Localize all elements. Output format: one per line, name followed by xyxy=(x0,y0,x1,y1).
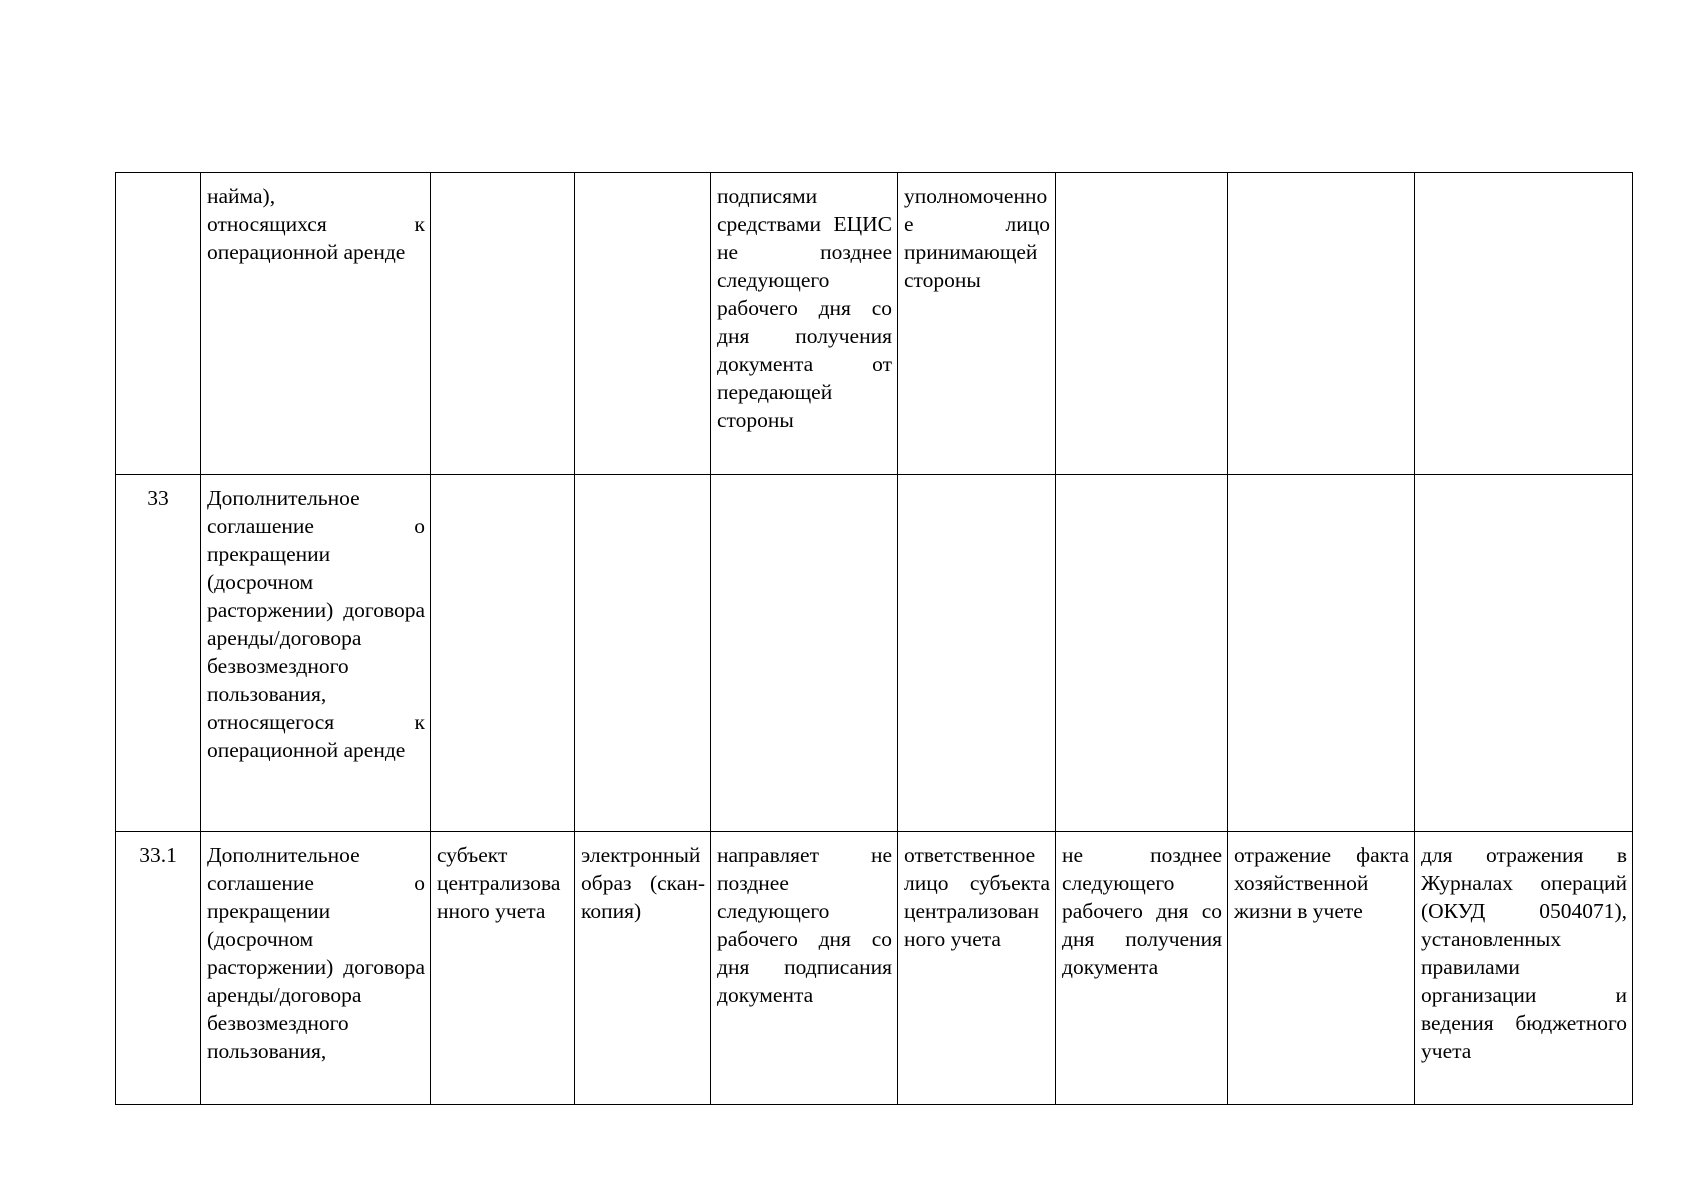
processing-deadline-cell: не позднее следующего рабочего дня со дня получения документа xyxy=(1056,832,1228,1105)
row-number-cell: 33 xyxy=(116,475,201,832)
transfer-terms-cell: подписями средствами ЕЦИС не позднее следующего рабочего дня со дня получения документа от передающей стороны xyxy=(711,173,898,475)
row-number-cell: 33.1 xyxy=(116,832,201,1105)
responsible-person-cell: ответственное лицо субъекта централизованного учета xyxy=(898,832,1056,1105)
purpose-cell xyxy=(1228,475,1415,832)
originator-cell: субъект централизованного учета xyxy=(431,832,575,1105)
table-row xyxy=(116,173,1633,475)
register-cell: для отражения в Журналах операций (ОКУД 0504071), установленных правилами организации и ведения бюджетного учета xyxy=(1415,832,1633,1105)
originator-cell xyxy=(431,173,575,475)
document-table xyxy=(115,172,1633,1105)
document-name-cell: Дополнительное соглашение о прекращении (досрочном расторжении) договора аренды/договора безвозмездного пользования, xyxy=(201,832,431,1105)
table-row xyxy=(116,832,1633,1105)
register-cell xyxy=(1415,173,1633,475)
document-form-cell: электронный образ (скан-копия) xyxy=(575,832,711,1105)
purpose-cell: отражение факта хозяйственной жизни в учете xyxy=(1228,832,1415,1105)
document-name-cell: Дополнительное соглашение о прекращении (досрочном расторжении) договора аренды/договора безвозмездного пользования, относящегося к операционной аренде xyxy=(201,475,431,832)
processing-deadline-cell xyxy=(1056,475,1228,832)
responsible-person-cell xyxy=(898,475,1056,832)
originator-cell xyxy=(431,475,575,832)
row-number-cell xyxy=(116,173,201,475)
document-form-cell xyxy=(575,475,711,832)
document-form-cell xyxy=(575,173,711,475)
register-cell xyxy=(1415,475,1633,832)
transfer-terms-cell xyxy=(711,475,898,832)
transfer-terms-cell: направляет не позднее следующего рабочего дня со дня подписания документа xyxy=(711,832,898,1105)
processing-deadline-cell xyxy=(1056,173,1228,475)
purpose-cell xyxy=(1228,173,1415,475)
responsible-person-cell: уполномоченное лицо принимающей стороны xyxy=(898,173,1056,475)
document-name-cell: найма), относящихся к операционной аренде xyxy=(201,173,431,475)
table-row xyxy=(116,475,1633,832)
